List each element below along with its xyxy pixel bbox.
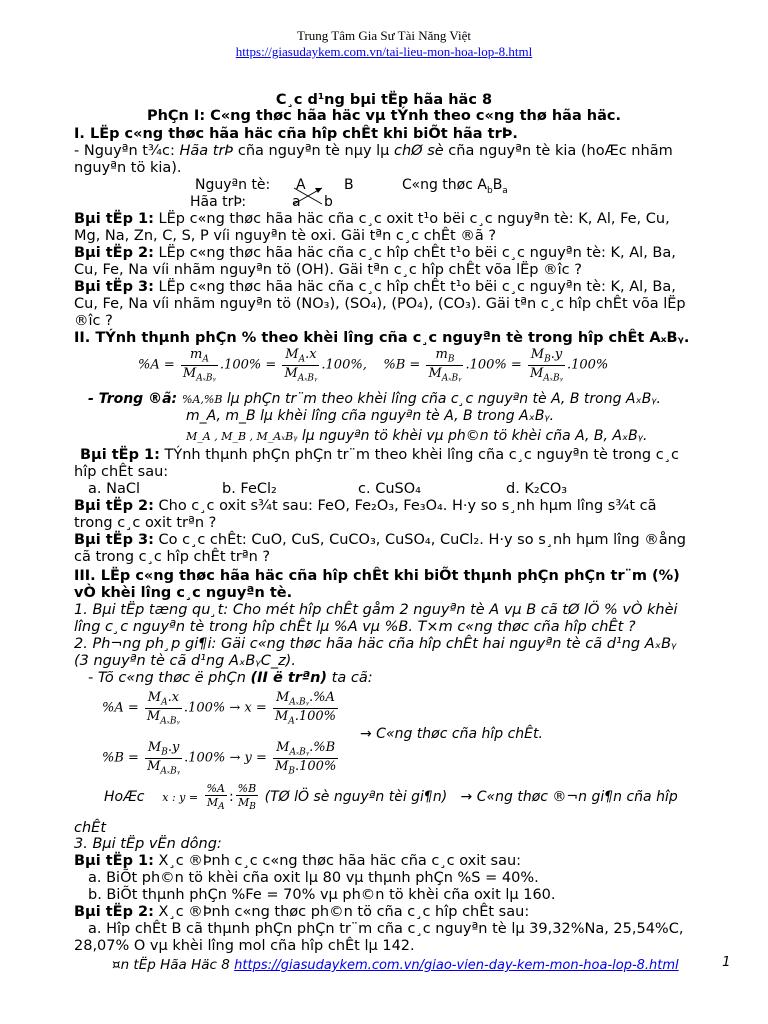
percent-formula: %A = $\frac{m_A}{M_{A_xBᵧ}}$ .100% = $\frac{M_A.x}{M_{A_xBᵧ}}$ .100%, %B = $\frac{m_B}{M_{A_xBᵧ}}$ .100% = $\frac{M_B.y}{M_{A_xBᵧ}}$ .100% [138, 347, 609, 384]
s2-ex1-opt-c: c. CuSO₄ [358, 481, 421, 497]
s3-general-line1: 1. Bµi tËp tæng qu¸t: Cho mét hîp chÊt gåm 2 nguyªn tè A vµ B cã tØ lÖ % vÒ khèi [74, 602, 678, 618]
rule-line1: - Nguyªn t¾c: Hãa trÞ cña nguyªn tè nµy lµ chØ sè cña nguyªn tè kia (hoÆc nhãm [74, 143, 673, 159]
header-link[interactable]: https://giasudaykem.com.vn/tai-lieu-mon-hoa-lop-8.html [235, 44, 533, 59]
section2-heading: II. TÝnh thµnh phÇn % theo khèi lîng cña c¸c nguyªn tè trong hîp chÊt AₓBᵧ. [74, 330, 690, 346]
section1-heading: I. LËp c«ng thøc hãa häc cña hîp chÊt khi biÕt hãa trÞ. [74, 126, 518, 142]
s1-ex1-line1: Bµi tËp 1: LËp c«ng thøc hãa häc cña c¸c oxit t¹o bëi c¸c nguyªn tè: K, Al, Fe, Cu, [74, 211, 670, 227]
note3: M_A , M_B , M_AₓBᵧ lµ nguyªn tö khèi vµ ph©n tö khèi cña A, B, AₓBᵧ. [186, 428, 648, 444]
diagram-A: A [296, 177, 306, 193]
s1-ex3-line3: ®îc ? [74, 313, 113, 329]
eq-y: %B = $\frac{M_B.y}{M_{A_xBᵧ}}$ .100% → y = $\frac{M_{A_xBᵧ}.\%B}{M_B.100\%}$ [102, 740, 337, 777]
diagram-formula: C«ng thøc $A_bB_a$ [402, 177, 508, 196]
footer-link[interactable]: https://giasudaykem.com.vn/giao-vien-day-kem-mon-hoa-lop-8.html [234, 958, 679, 973]
s2-ex3-line2: cã trong c¸c hîp chÊt trªn ? [74, 549, 271, 565]
s3-method-line2: (3 nguyªn tè cã d¹ng AₓBᵧC_z). [74, 653, 296, 669]
s1-ex3-line2: Cu, Fe, Na víi nhãm nguyªn tö (NO₃), (SO₄), (PO₄), (CO₃). Gäi tªn c¸c hîp chÊt võa lËp [74, 296, 686, 312]
s3-ex2: Bµi tËp 2: X¸c ®Þnh c«ng thøc ph©n tö cña c¸c hîp chÊt sau: [74, 904, 530, 920]
s2-ex1-line2: hîp chÊt sau: [74, 464, 169, 480]
s2-ex1-opt-a: a. NaCl [88, 481, 140, 497]
note2: m_A, m_B lµ khèi lîng cña nguyªn tè A, B trong AₓBᵧ. [186, 408, 555, 424]
s3-ex1-a: a. BiÕt ph©n tö khèi cña oxit lµ 80 vµ thµnh phÇn %S = 40%. [88, 870, 539, 886]
s3-ex2-a-line2: 28,07% O vµ khèi lîng mol cña hîp chÊt lµ 142. [74, 938, 415, 954]
eq-x: %A = $\frac{M_A.x}{M_{A_xBᵧ}}$ .100% → x = $\frac{M_{A_xBᵧ}.\%A}{M_A.100\%}$ [102, 690, 336, 727]
s3-ex2-a-line1: a. Hîp chÊt B cã thµnh phÇn phÇn tr¨m cña c¸c nguyªn tè lµ 39,32%Na, 25,54%C, [88, 921, 684, 937]
ratio-line-cont: chÊt [74, 820, 107, 836]
s1-ex1-line2: Mg, Na, Zn, C, S, P víi nguyªn tè oxi. Gäi tªn c¸c chÊt ®ã ? [74, 228, 497, 244]
center-name: Trung Tâm Gia Sư Tài Năng Việt [296, 28, 472, 43]
s1-ex2-line2: Cu, Fe, Na víi nhãm nguyªn tö (OH). Gäi tªn c¸c hîp chÊt võa lËp ®îc ? [74, 262, 582, 278]
diagram-a: a [292, 194, 301, 210]
diagram-B: B [344, 177, 354, 193]
diagram-element-label: Nguyªn tè: [195, 177, 271, 193]
section3-heading-line2: vÒ khèi lîng c¸c nguyªn tè. [74, 585, 293, 601]
note1: - Trong ®ã: %A,%B lµ phÇn tr¨m theo khèi lîng cña c¸c nguyªn tè A, B trong AₓBᵧ. [88, 391, 661, 407]
s1-ex2-line1: Bµi tËp 2: LËp c«ng thøc hãa häc cña c¸c hîp chÊt t¹o bëi c¸c nguyªn tè: K, Al, Ba, [74, 245, 676, 261]
s2-ex2-line2: trong c¸c oxit trªn ? [74, 515, 217, 531]
s3-ex1: Bµi tËp 1: X¸c ®Þnh c¸c c«ng thøc hãa häc cña c¸c oxit sau: [74, 853, 522, 869]
s2-ex1-opt-d: d. K₂CO₃ [506, 481, 568, 497]
s3-from-formula: - Tõ c«ng thøc ë phÇn (II ë trªn) ta cã: [88, 670, 373, 686]
section3-heading-line1: III. LËp c«ng thøc hãa häc cña hîp chÊt khi biÕt thµnh phÇn phÇn tr¨m (%) [74, 568, 680, 584]
arrow-compound-formula: → C«ng thøc cña hîp chÊt. [360, 726, 543, 742]
ratio-line: HoÆc x : y = $\frac{\%A}{M_A}$ : $\frac{\%B}{M_B}$ (TØ lÖ sè nguyªn tèi gi¶n) → C«ng thøc ®¬n gi¶n cña hîp [104, 782, 678, 813]
s3-general-line2: lîng c¸c nguyªn tè trong hîp chÊt lµ %A vµ %B. T×m c«ng thøc cña hîp chÊt ? [74, 619, 636, 635]
s3-method-line1: 2. Ph¬ng ph¸p gi¶i: Gäi c«ng thøc hãa häc cña hîp chÊt hai nguyªn tè cã d¹ng AₓBᵧ [74, 636, 677, 652]
s2-ex1-line1: Bµi tËp 1: TÝnh thµnh phÇn phÇn tr¨m theo khèi lîng cña c¸c nguyªn tè trong c¸c [80, 447, 679, 463]
s3-ex1-b: b. BiÕt thµnh phÇn %Fe = 70% vµ ph©n tö khèi cña oxit lµ 160. [88, 887, 556, 903]
s2-ex3-line1: Bµi tËp 3: Co c¸c chÊt: CuO, CuS, CuCO₃, CuSO₄, CuCl₂. H·y so s¸nh hµm lîng ®ång [74, 532, 686, 548]
s2-ex1-opt-b: b. FeCl₂ [222, 481, 277, 497]
footer: ¤n tËp Hãa Häc 8 https://giasudaykem.com.vn/giao-vien-day-kem-mon-hoa-lop-8.html [112, 957, 679, 973]
page-title: C¸c d¹ng bµi tËp hãa häc 8 [275, 92, 493, 108]
diagram-b: b [324, 194, 333, 210]
rule-line2: nguyªn tö kia). [74, 160, 182, 176]
diagram-valence-label: Hãa trÞ: [190, 194, 247, 210]
part-title: PhÇn I: C«ng thøc hãa häc vµ tÝnh theo c«ng thø hãa häc. [146, 108, 622, 124]
page-number: 1 [722, 954, 731, 970]
s1-ex3-line1: Bµi tËp 3: LËp c«ng thøc hãa häc cña c¸c hîp chÊt t¹o bëi c¸c nguyªn tè: K, Al, Ba, [74, 279, 676, 295]
s3-exercises-heading: 3. Bµi tËp vËn dông: [74, 836, 222, 852]
s2-ex2-line1: Bµi tËp 2: Cho c¸c oxit s¾t sau: FeO, Fe₂O₃, Fe₃O₄. H·y so s¸nh hµm lîng s¾t cã [74, 498, 657, 514]
